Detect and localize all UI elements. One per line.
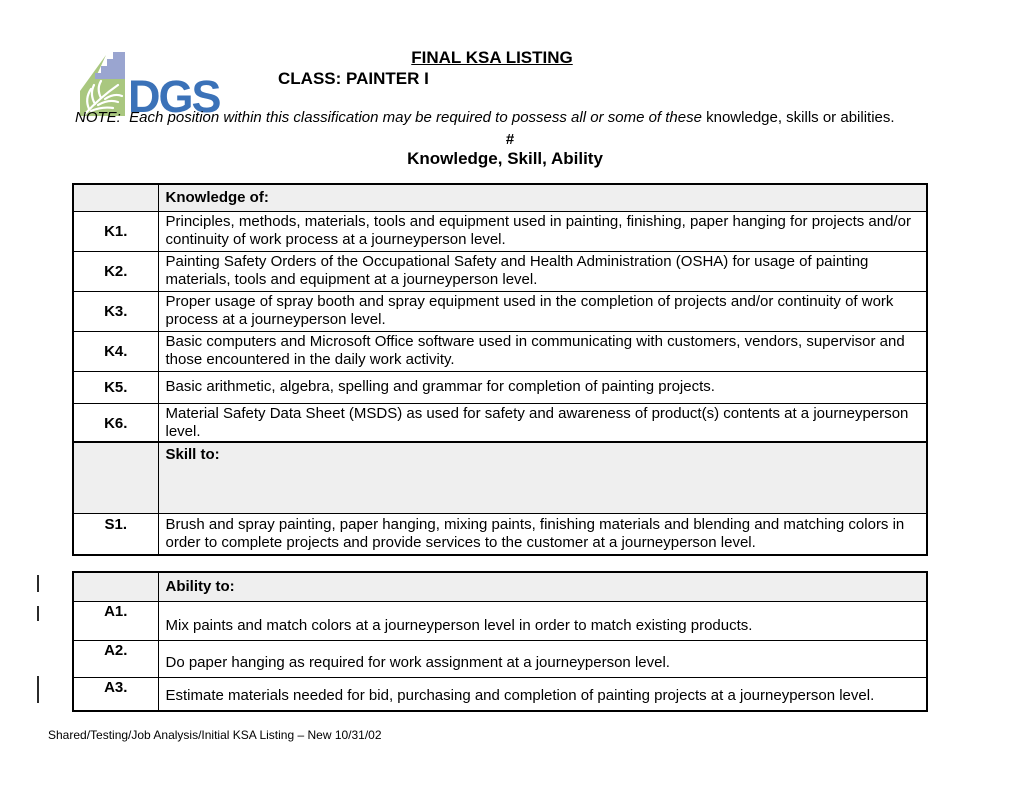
ksa-text: Basic computers and Microsoft Office software used in communicating with customers, vendors, supervisor and those encountered in the daily work activity. — [158, 331, 927, 371]
ksa-text: Mix paints and match colors at a journeyperson level in order to match existing products. — [158, 601, 927, 640]
page-title: FINAL KSA LISTING — [411, 48, 573, 67]
skill-header-row — [73, 442, 927, 513]
revision-mark — [37, 575, 39, 592]
ksa-id: K6. — [73, 403, 158, 444]
table-row — [73, 601, 927, 640]
table-row — [73, 291, 927, 331]
logo-text: DGS — [128, 71, 220, 120]
table-row — [73, 371, 927, 403]
header-id-cell — [73, 442, 158, 513]
note-italic-text: NOTE: Each position within this classification may be required to possess all or some of these — [75, 109, 707, 126]
ksa-id: K2. — [73, 251, 158, 291]
knowledge-header-row — [73, 184, 927, 211]
ability-header-row — [73, 572, 927, 601]
class-title: CLASS: PAINTER I — [278, 69, 429, 88]
table-row — [73, 211, 927, 251]
note-line — [75, 109, 935, 126]
ksa-id: S1. — [73, 513, 158, 555]
ksa-text: Do paper hanging as required for work assignment at a journeyperson level. — [158, 640, 927, 677]
number-symbol: # — [505, 131, 515, 148]
header-id-cell — [73, 572, 158, 601]
ksa-id: A1. — [73, 601, 158, 640]
ksa-id: K4. — [73, 331, 158, 371]
knowledge-table — [72, 183, 928, 445]
ksa-text: Material Safety Data Sheet (MSDS) as used for safety and awareness of product(s) contents at a journeyperson level. — [158, 403, 927, 444]
ksa-text: Principles, methods, materials, tools and equipment used in painting, finishing, paper hanging for projects and/or continuity of work process at a journeyperson level. — [158, 211, 927, 251]
note-regular-text: knowledge, skills or abilities. — [706, 109, 895, 126]
table-row — [73, 513, 927, 555]
ability-table — [72, 571, 928, 712]
ability-header: Ability to: — [158, 572, 927, 601]
ksa-text: Brush and spray painting, paper hanging, mixing paints, finishing materials and blending and matching colors in order to complete projects and provide services to the customer at a journeyperson level. — [158, 513, 927, 555]
table-row — [73, 251, 927, 291]
ksa-subtitle: Knowledge, Skill, Ability — [407, 149, 603, 168]
ksa-id: A3. — [73, 677, 158, 711]
table-row — [73, 677, 927, 711]
ksa-id: K3. — [73, 291, 158, 331]
ksa-id: K1. — [73, 211, 158, 251]
header-id-cell — [73, 184, 158, 211]
skill-header: Skill to: — [158, 442, 927, 513]
skill-table — [72, 441, 928, 556]
revision-mark — [37, 676, 39, 703]
knowledge-header: Knowledge of: — [158, 184, 927, 211]
table-row — [73, 403, 927, 444]
footer-path: Shared/Testing/Job Analysis/Initial KSA Listing – New 10/31/02 — [48, 728, 382, 742]
table-row — [73, 331, 927, 371]
ksa-text: Estimate materials needed for bid, purchasing and completion of painting projects at a journeyperson level. — [158, 677, 927, 711]
ksa-id: A2. — [73, 640, 158, 677]
ksa-text: Painting Safety Orders of the Occupational Safety and Health Administration (OSHA) for usage of painting materials, tools and equipment at a journeyperson level. — [158, 251, 927, 291]
table-row — [73, 640, 927, 677]
revision-mark — [37, 606, 39, 621]
ksa-text: Basic arithmetic, algebra, spelling and grammar for completion of painting projects. — [158, 371, 927, 403]
ksa-id: K5. — [73, 371, 158, 403]
ksa-text: Proper usage of spray booth and spray equipment used in the completion of projects and/or continuity of work process at a journeyperson level. — [158, 291, 927, 331]
